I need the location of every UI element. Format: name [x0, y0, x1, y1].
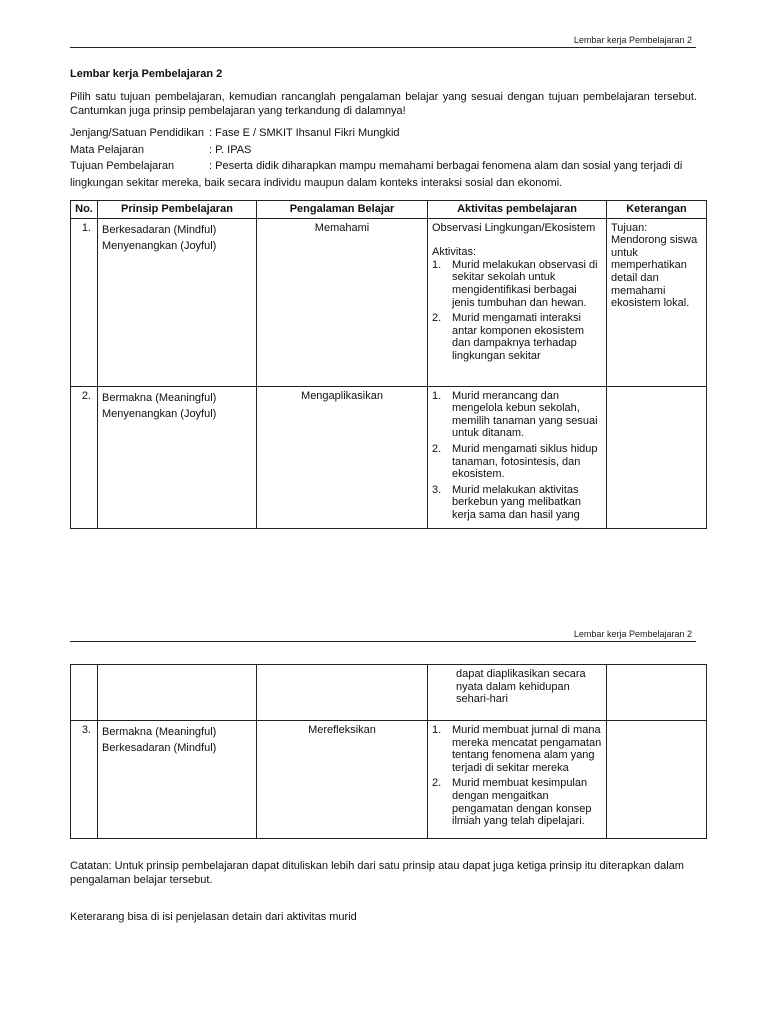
- info-value: : Peserta didik diharapkan mampu memahami berbagai fenomena alam dan sosial yang terjadi di: [209, 160, 683, 172]
- col-header-pengalaman: Pengalaman Belajar: [257, 201, 428, 219]
- prinsip-item: Menyenangkan (Joyful): [102, 407, 217, 420]
- learning-table-continued: [70, 664, 707, 839]
- table-row: [71, 665, 707, 721]
- aktivitas-label: Aktivitas:: [432, 246, 477, 259]
- pengalaman-cell: Mengaplikasikan: [257, 386, 428, 528]
- col-header-no: No.: [71, 201, 98, 219]
- aktivitas-list: [432, 390, 602, 522]
- list-item: 1. Murid membuat jurnal di mana mereka mencatat pengamatan tentang fenomena alam yang terjadi di sekitar mereka: [432, 724, 602, 774]
- info-tujuan-continuation: lingkungan sekitar mereka, baik secara individu maupun dalam konteks interaksi sosial dan ekonomi.: [70, 176, 563, 189]
- prinsip-cell: [98, 386, 257, 528]
- aktivitas-cell: [428, 218, 607, 386]
- info-row-tujuan: [70, 158, 697, 175]
- info-label: Mata Pelajaran: [70, 143, 144, 156]
- list-item: 1. Murid merancang dan mengelola kebun sekolah, memilih tanaman yang sesuai untuk ditanam.: [432, 389, 598, 440]
- prinsip-cell: [98, 218, 257, 386]
- aktivitas-continuation: dapat diaplikasikan secara nyata dalam kehidupan sehari-hari: [456, 668, 586, 706]
- list-item: 2. Murid mengamati interaksi antar komponen ekosistem dan dampaknya terhadap lingkungan sekitar: [432, 312, 585, 362]
- list-item: 1. Murid melakukan observasi di sekitar sekolah untuk mengidentifikasi berbagai jenis tumbuhan dan hewan.: [432, 258, 598, 309]
- instruction-text: Pilih satu tujuan pembelajaran, kemudian rancanglah pengalaman belajar yang sesuai dengan tujuan pembelajaran tersebut. Cantumkan juga prinsip pembelajaran yang terkandung di dalamnya!: [70, 91, 697, 117]
- note-text: Catatan: Untuk prinsip pembelajaran dapat dituliskan lebih dari satu prinsip atau dapat juga ketiga prinsip itu diterapkan dalam pengalaman belajar tersebut.: [70, 860, 684, 886]
- prinsip-cell: [98, 721, 257, 839]
- row-number: 3.: [71, 721, 98, 839]
- aktivitas-heading: Observasi Lingkungan/Ekosistem: [432, 221, 596, 234]
- footer-note: Keterarang bisa di isi penjelasan detain dari aktivitas murid: [70, 911, 357, 923]
- aktivitas-continuation-cell: [428, 665, 607, 721]
- row-number: 2.: [71, 386, 98, 528]
- prinsip-item: Bermakna (Meaningful): [102, 726, 217, 738]
- pengalaman-cell: Merefleksikan: [257, 721, 428, 839]
- list-item: 2. Murid mengamati siklus hidup tanaman, fotosintesis, dan ekosistem.: [432, 442, 598, 481]
- table-row: [71, 218, 707, 386]
- table-row: [71, 721, 707, 839]
- keterangan-cell: Tujuan: Mendorong siswa untuk memperhatikan detail dan memahami ekosistem lokal.: [607, 218, 707, 386]
- col-header-prinsip: Prinsip Pembelajaran: [98, 201, 257, 219]
- prinsip-item: Menyenangkan (Joyful): [102, 239, 217, 252]
- page-header: [70, 32, 696, 48]
- prinsip-item: Berkesadaran (Mindful): [102, 223, 217, 236]
- worksheet-title: Lembar kerja Pembelajaran 2: [70, 68, 223, 80]
- info-row-jenjang: [70, 125, 697, 142]
- info-label: Tujuan Pembelajaran: [70, 160, 175, 172]
- prinsip-item: Berkesadaran (Mindful): [102, 742, 217, 754]
- header-text: Lembar kerja Pembelajaran 2: [573, 629, 692, 639]
- page-header: [70, 626, 696, 642]
- learning-table: [70, 200, 707, 529]
- info-label: Jenjang/Satuan Pendidikan: [70, 127, 204, 139]
- prinsip-item: Bermakna (Meaningful): [102, 391, 217, 404]
- info-value: : Fase E / SMKIT Ihsanul Fikri Mungkid: [209, 127, 400, 139]
- info-value: : P. IPAS: [209, 143, 252, 156]
- aktivitas-list: [432, 259, 602, 363]
- header-text: Lembar kerja Pembelajaran 2: [573, 35, 692, 45]
- table-row: [71, 386, 707, 528]
- list-item: 3. Murid melakukan aktivitas berkebun yang melibatkan kerja sama dan hasil yang: [432, 483, 582, 521]
- info-block: [70, 125, 697, 191]
- col-header-aktivitas: Aktivitas pembelajaran: [428, 201, 607, 219]
- list-item: 2. Murid membuat kesimpulan dengan mengaitkan pengamatan dengan konsep ilmiah yang telah dipelajari.: [432, 777, 592, 828]
- keterangan-cell: [607, 386, 707, 528]
- col-header-keterangan: Keterangan: [607, 201, 707, 219]
- aktivitas-list: [432, 724, 602, 828]
- aktivitas-cell: [428, 386, 607, 528]
- table-header-row: [71, 201, 707, 219]
- aktivitas-cell: [428, 721, 607, 839]
- row-number: 1.: [71, 218, 98, 386]
- keterangan-cell: [607, 721, 707, 839]
- info-row-mapel: [70, 142, 697, 159]
- pengalaman-cell: Memahami: [257, 218, 428, 386]
